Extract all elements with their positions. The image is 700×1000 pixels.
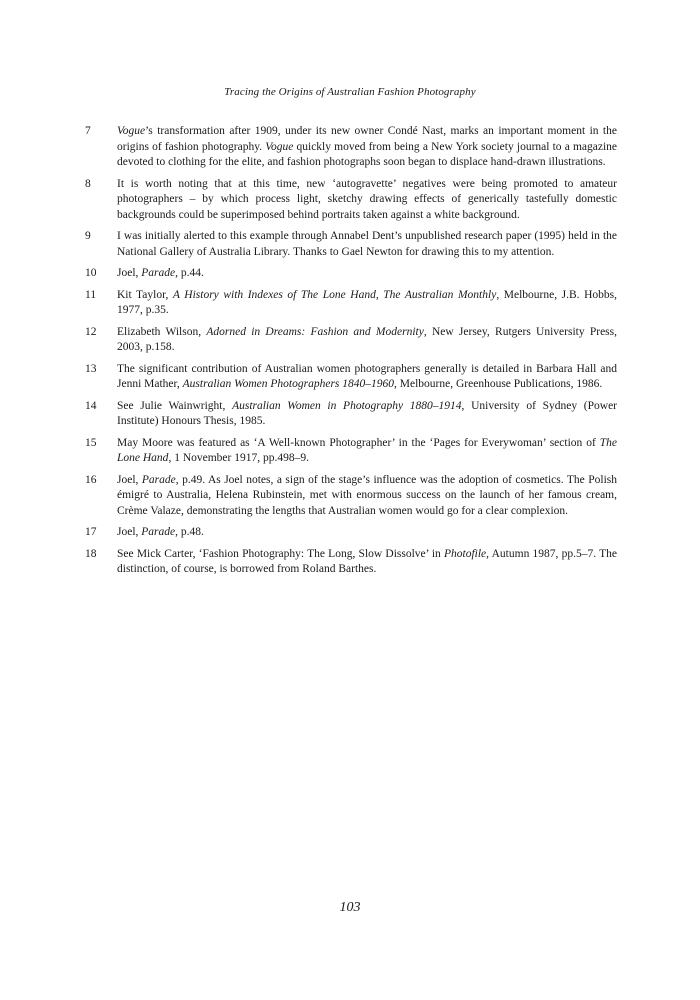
endnote-number: 14 xyxy=(85,399,97,412)
endnote-text xyxy=(117,473,617,520)
endnote-text xyxy=(117,399,617,430)
endnote-text-run: Joel, xyxy=(117,526,142,538)
endnote-text xyxy=(117,229,617,260)
endnote-text xyxy=(117,266,617,282)
endnote-item xyxy=(85,266,617,282)
endnote-text-run: ’s transformation after 1909, under its new owner Condé Nast, marks an important moment in the origins of fashion photography. xyxy=(117,125,617,153)
endnote-italic-title: The Lone Hand xyxy=(117,436,617,464)
endnote-text xyxy=(117,436,617,467)
endnote-text-run: See Mick Carter, ‘Fashion Photography: The Long, Slow Dissolve’ in xyxy=(117,547,444,560)
endnote-text xyxy=(117,547,617,578)
endnote-italic-title: Vogue xyxy=(265,140,294,153)
endnote-italic-title: A History with Indexes of The Lone Hand, The Australian Monthly xyxy=(172,288,497,301)
endnote-number: 9 xyxy=(85,230,91,242)
endnote-text-run: May Moore was featured as ‘A Well-known Photographer’ in the ‘Pages for Everywoman’ section of xyxy=(117,436,600,449)
endnote-italic-title: Australian Women in Photography 1880–1914 xyxy=(232,399,462,412)
endnote-text-run: Elizabeth Wilson, xyxy=(117,325,207,338)
endnote-number: 7 xyxy=(85,125,91,137)
endnote-text xyxy=(117,124,617,171)
endnote-text-run: , p.48. xyxy=(175,526,204,538)
endnote-item xyxy=(85,473,617,520)
endnote-text-run: quickly moved from being a New York society journal to a magazine devoted to clothing for the elite, and fashion photographs soon began to displace hand-drawn illustrations. xyxy=(117,140,618,168)
endnote-text-run: I was initially alerted to this example through Annabel Dent’s unpublished research paper (1995) held in the National Gallery of Australia Library. Thanks to Gael Newton for drawing this to my attention. xyxy=(117,230,617,258)
endnote-text xyxy=(117,525,617,541)
endnote-text-run: It is worth noting that at this time, new ‘autogravette’ negatives were being promoted to amateur photographers – by which process light, sketchy drawing effects of generically tastefully domestic backgrounds could be superimposed behind portraits taken against a white background. xyxy=(117,177,617,221)
endnote-text-run: , Autumn 1987, pp.5–7. The distinction, of course, is borrowed from Roland Barthes. xyxy=(117,547,617,575)
endnote-text-run: , p.44. xyxy=(175,267,204,279)
endnote-text-run: , Melbourne, J.B. Hobbs, 1977, p.35. xyxy=(117,288,618,316)
endnote-italic-title: Photofile xyxy=(444,547,487,560)
endnote-item xyxy=(85,177,617,224)
endnote-italic-title: Australian Women Photographers 1840–1960 xyxy=(182,378,395,390)
endnote-text-run: Joel, xyxy=(117,267,142,279)
endnote-item xyxy=(85,525,617,541)
endnote-text-run: , Melbourne, Greenhouse Publications, 1986. xyxy=(394,378,603,390)
endnote-item xyxy=(85,229,617,260)
endnote-item xyxy=(85,288,617,319)
endnote-number: 13 xyxy=(85,362,97,375)
endnote-item xyxy=(85,362,617,393)
endnote-item xyxy=(85,547,617,578)
endnote-text-run: Kit Taylor, xyxy=(117,288,173,301)
endnote-text-run: , New Jersey, Rutgers University Press, 2003, p.158. xyxy=(117,325,618,353)
endnote-number: 10 xyxy=(85,267,97,279)
running-head: Tracing the Origins of Australian Fashion Photography xyxy=(224,86,476,98)
endnote-italic-title: Parade xyxy=(141,267,176,279)
endnote-italic-title: Vogue xyxy=(117,125,146,137)
endnote-number: 18 xyxy=(85,547,97,560)
endnote-number: 17 xyxy=(85,526,97,538)
endnote-number: 11 xyxy=(85,288,97,301)
endnote-item xyxy=(85,436,617,467)
endnote-text-run: , University of Sydney (Power Institute) Honours Thesis, 1985. xyxy=(117,399,618,427)
endnote-text-run: , p.49. As Joel notes, a sign of the stage’s influence was the adoption of cosmetics. The Polish émigré to Australia, Helena Rubinstein, met with enormous success on the launch of her famous cream, Crème Valaze, demonstrating the lengths that Australian women would go for a clear complexion. xyxy=(117,473,617,517)
endnote-number: 16 xyxy=(85,473,97,486)
endnote-text xyxy=(117,177,617,224)
endnote-text-run: , 1 November 1917, pp.498–9. xyxy=(168,452,309,464)
endnote-text-run: See Julie Wainwright, xyxy=(117,399,233,412)
endnote-item xyxy=(85,325,617,356)
endnote-text xyxy=(117,288,617,319)
endnote-number: 8 xyxy=(85,177,91,190)
endnote-italic-title: Adorned in Dreams: Fashion and Modernity xyxy=(206,325,424,338)
endnote-italic-title: Parade xyxy=(141,473,176,486)
endnote-italic-title: Parade xyxy=(141,526,176,538)
endnote-text-run: Joel, xyxy=(117,473,142,486)
endnote-item xyxy=(85,124,617,171)
endnote-item xyxy=(85,399,617,430)
endnotes-list xyxy=(85,124,617,584)
endnote-number: 12 xyxy=(85,325,97,338)
endnote-number: 15 xyxy=(85,436,97,449)
endnote-text xyxy=(117,325,617,356)
endnote-text xyxy=(117,362,617,393)
endnote-text-run: The significant contribution of Australian women photographers generally is detailed in Barbara Hall and Jenni Mather, xyxy=(117,362,617,390)
page-number: 103 xyxy=(339,900,361,915)
